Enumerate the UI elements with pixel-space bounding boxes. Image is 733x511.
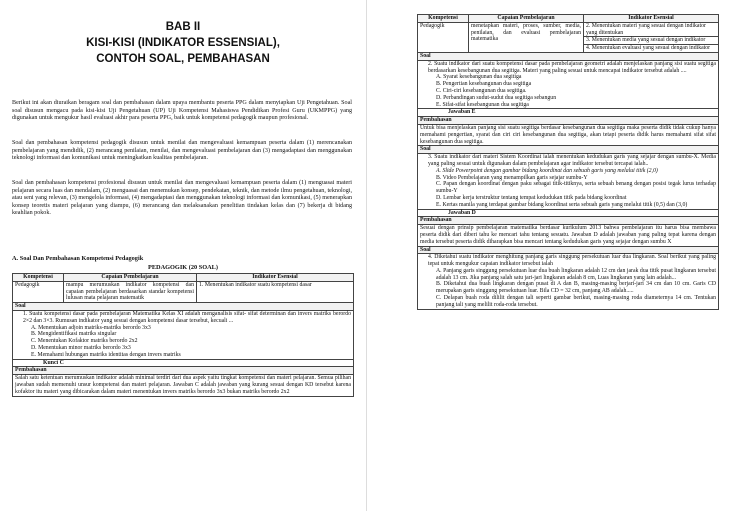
soal-label: Soal — [13, 303, 354, 311]
question-cell — [418, 154, 719, 209]
pembahasan-text: Salah satu ketentuan merumuskan indikator adalah minimal terdiri dari dua aspek yaitu tingkat kompetensi dan materi pelajaran. Semua pilihan jawaban sudah memenuhi unsur kompetensi dan materi pelajaran. Jawaban C adalah jawaban yang kurang sesuai dengan KD tersebut karena kofaktor itu materi yang dibicarakan dalam materi menentukan invers matriks berordo 3x3 bukan matriks berordo 2x2 — [13, 375, 354, 396]
header-kompetensi: Kompetensi — [418, 15, 469, 23]
kompetensi-cell: Pedagogik — [13, 281, 64, 302]
indicator-4: 4. Menentukan evaluasi yang sesuai dengan indikator — [586, 45, 711, 52]
soal-label: Soal — [418, 52, 719, 60]
header-indikator: Indikator Esensial — [584, 15, 719, 23]
answer-key: Jawaban D — [418, 209, 719, 217]
left-page — [0, 0, 366, 511]
question-text: 2. Suatu indikator dari suatu kompetensi dasar pada pembelajaran geometri adalah menjelaskan panjang sisi suatu segitiga berdasarkan kesebangunan dua segitiga. Materi yang paling sesuai untuk mencapai indikator tersebut adalah .... — [428, 60, 716, 74]
pembahasan-label: Pembahasan — [418, 117, 719, 125]
option-d: D. Lembar kerja terstruktur tentang tempat kedudukan titik pada bidang koordinat — [436, 194, 627, 201]
continuation-table — [417, 14, 719, 310]
answer-key: Jawaban E — [418, 109, 719, 117]
option-a: A. Slide Powerpoint dengan gambar bidang koordinat dan sebuah garis yang melalui titik (2,0) — [436, 167, 658, 174]
title-line-1: KISI-KISI (INDIKATOR ESSENSIAL), — [86, 37, 280, 49]
option-b: B. Diketahui dua buah lingkaran dengan pusat di A dan B, masing-masing berjari-jari 34 cm dan 10 cm. Garis CD merupakan garis singgung persekutuan luar. Bila CD = 32 cm, panjang AB adalah..... — [436, 281, 716, 295]
option-a: A. Panjang garis singgung persekutuan luar dua buah lingkaran adalah 12 cm dan jarak dua titik pusat lingkaran tersebut adalah 13 cm. Jika panjang salah satu jari-jari lingkaran adalah 8 cm, Luas lingkaran yang lain adalah... — [436, 267, 716, 281]
option-d: D. Menentukan minor matriks berordo 3x3 — [31, 344, 131, 351]
question-cell — [418, 254, 719, 309]
chapter-title: BAB II — [165, 21, 201, 33]
option-c: C. Papan dengan koordinat dengan paku sebagai titik-titiknya, serta sebuah benang dengan posisi tegak lurus terhadap sumbu-Y — [436, 181, 716, 195]
answer-key: Kunci C — [13, 359, 354, 367]
right-page — [367, 0, 733, 511]
table-header-row — [418, 15, 719, 23]
table-header-row — [13, 274, 354, 282]
question-text: 3. Suatu indikator dari materi Sistem Koordinat ialah menentukan kedudukan garis yang sejajar dengan sumbu-X. Media yang paling sesuai untuk digunakan dalam pembelajaran agar indikator tersebut tercapai ialah.. — [428, 154, 716, 167]
header-capaian: Capaian Pembelajaran — [64, 274, 197, 282]
option-c: C. Delapan buah roda dililit dengan tali seperti gambar berikut, masing-masing roda diameternya 14 cm. Tentukan panjang tali yang melilit roda-roda tersebut. — [436, 295, 716, 308]
pedagogik-table — [12, 273, 354, 397]
question-text: 4. Diketahui suatu indikator menghitung panjang garis singgung persekutuan luar dua lingkaran. Soal berikut yang paling tepat untuk mengukur capaian indikator tersebut ialah — [428, 254, 716, 268]
option-a: A. Syarat kesebangunan dua segitiga — [436, 74, 522, 81]
pembahasan-label: Pembahasan — [418, 217, 719, 225]
pembahasan-label: Pembahasan — [13, 367, 354, 375]
indikator-text: Menentukan indikator suatu kompetensi dasar — [204, 281, 312, 288]
pembahasan-text: Untuk bisa menjelaskan panjang sisi suatu segitiga berdasar kesebangunan dua segitiga maka peserta didik tidak cukup hanya memahami pengertian, syarat dan ciri ciri kesebangunan dua segitiga, akan tetapi peserta didik harus memahami sifat sifat kesebangunan dua segitiga. — [418, 124, 719, 145]
capaian-cell: mampu merumuskan indikator kompetensi dan capaian pembelajaran berdasarkan standar kompetensi lulusan mata pelajaran matematik — [64, 281, 197, 302]
indicator-3: 3. Menentukan media yang sesuai dengan indikator — [584, 37, 718, 45]
title-line-2: CONTOH SOAL, PEMBAHASAN — [96, 53, 270, 65]
kompetensi-cell: Pedagogik — [418, 22, 469, 52]
option-d: D. Perbandingan sudut-sudut dua segitiga sebangun — [436, 94, 557, 101]
table-row — [418, 22, 719, 52]
section-heading: A. Soal Dan Pembahasan Kompetensi Pedagogik — [12, 255, 144, 262]
soal-label: Soal — [418, 246, 719, 254]
question-cell — [13, 310, 354, 359]
pembahasan-text: Sesuai dengan prinsip pembelajaran matematika berdasar kurikulum 2013 bahwa pembelajaran itu harus bisa membawa peserta didik dari diberi tahu ke mencari tahu tentang sesuatu. Jawaban D adalah jawaban yang paling tepat karena dengan media tersebut peserta didik diharapkan bisa mencari tentang kedudukan garis yang sejajar dengan sumbu X — [418, 225, 719, 246]
indicator-2: 2. Menentukan materi yang sesuai dengan indikator yang ditentukan — [584, 23, 718, 38]
pedagogik-paragraph: Soal dan pembahasan kompetensi pedagogik disusun untuk menilai dan mengevaluasi kemampuan peserta dalam (1) merencanakan pembelajaran yang mendidik, (2) merancang penilaian, menilai, dan mengevaluasi pembelajaran dan (3) mengadaptasi dan menggunakan teknologi informasi dan komunikasi untuk meningkatkan kualitas pembelajaran. — [12, 140, 352, 162]
option-b: B. Pengertian kesebangunan dua segitiga — [436, 81, 532, 88]
header-kompetensi: Kompetensi — [13, 274, 64, 282]
option-e: E. Memahami hubungan matriks identitas dengan invers matriks — [31, 351, 181, 358]
table-row — [13, 281, 354, 302]
header-indikator: Indikator Esensial — [197, 274, 354, 282]
table-caption: PEDAGOGIK (20 SOAL) — [148, 264, 218, 271]
option-c: C. Ciri-ciri kesebangunan dua segitiga. — [436, 87, 527, 94]
indikator-number: 1. — [199, 281, 204, 288]
capaian-cell: menetapkan materi, proses, sumber, media, penilaian, dan evaluasi pembelajaran matematika — [469, 22, 584, 52]
option-e: E. Kertas manila yang terdapat gambar bidang koordinat serta sebuah garis yang melalui titik (0,5) dan (3,0) — [436, 201, 688, 208]
question-text: 1. Suatu kompetensi dasar pada pembelajaran Matematika Kelas XI adalah menganalisis sifat- sifat determinan dan invers matriks berordo 2×2 dan 3×3. Rumusan indikator yang sesuai dengan kompetensi dasar tersebut, kecuali ... — [23, 310, 351, 324]
soal-label: Soal — [418, 146, 719, 154]
option-b: B. Mengidentifikasi matriks singular — [31, 331, 117, 338]
option-e: E. Sifat-sifat kesebangunan dua segitiga — [436, 101, 529, 108]
profesional-paragraph: Soal dan pembahasan kompetensi profesional disusun untuk menilai dan mengevaluasi kemampuan peserta dalam (1) menguasai materi pelajaran secara luas dan mendalam, (2) menguasai dan menemukan konsep, pendekatan, teknik, dan metode ilmu pengetahuan, teknologi, atau seni yang relevan, (3) mengelola informasi, (4) mengadaptasi dan menggunakan teknologi informasi dan komunikasi, (5) menerapkan konsep teoretis materi pelajaran yang diampu, (6) merancang dan melaksanakan penelitian tindakan kelas dan (7) bekerja di bidang keahlian pokok. — [12, 180, 352, 217]
option-b: B. Video Pembelajaran yang menampilkan garis sejajar sumbu-Y — [436, 174, 588, 181]
option-a: A. Menentukan adjoin matriks-matriks berordo 3x3 — [31, 324, 151, 331]
header-capaian: Capaian Pembelajaran — [469, 15, 584, 23]
question-cell — [418, 60, 719, 109]
indikator-cell — [197, 281, 354, 302]
option-c: C. Menentukan Kofaktor matriks berordo 2x2 — [31, 338, 138, 345]
intro-paragraph: Berikut ini akan diuraikan beragam soal dan pembahasan dalam upaya membantu peserta PPG dalam menyiapkan Uji Pengetahuan. Soal soal disusun mengacu pada kisi-kisi Uji Pengetahuan (UP) Uji Kompetensi Mahasiswa Pendidikan Profesi Guru (UKMPPG) yang digunakan untuk mengukur hasil evaluasi akhir para peserta PPG, baik untuk kompetensi pedagogik maupun profesional. — [12, 100, 352, 122]
indikator-cell — [584, 22, 719, 52]
